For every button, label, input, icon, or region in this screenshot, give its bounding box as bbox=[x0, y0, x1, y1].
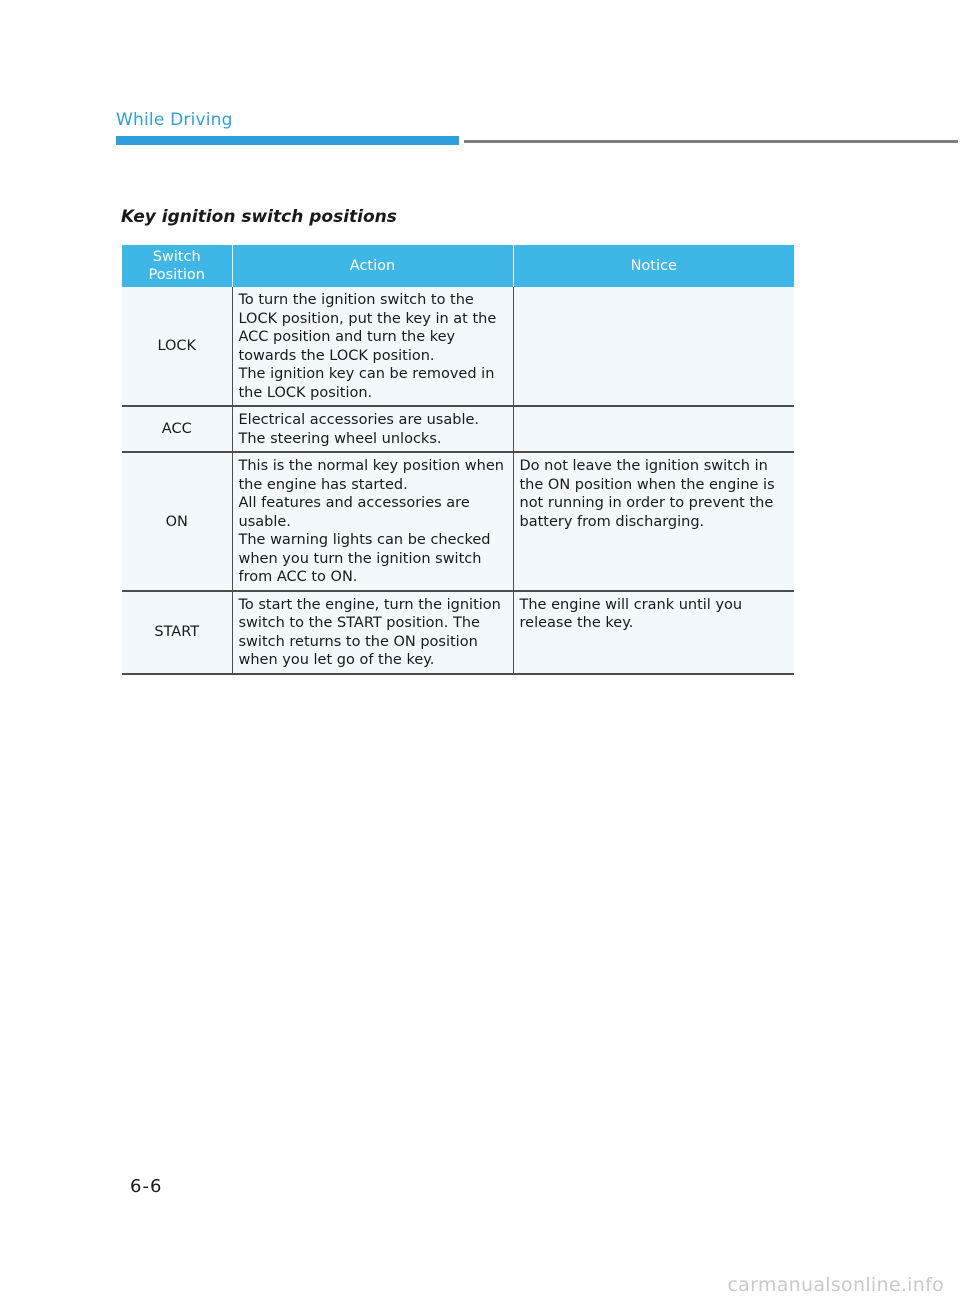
page-heading: Key ignition switch positions bbox=[121, 207, 397, 227]
row-action: To turn the ignition switch to the LOCK position, put the key in at the ACC position and turn the key towards the LOCK position. The ignition key can be removed in the LOCK position. bbox=[232, 287, 513, 406]
table-header-row bbox=[122, 245, 794, 287]
table-row bbox=[122, 591, 794, 674]
row-action: Electrical accessories are usable. The steering wheel unlocks. bbox=[232, 406, 513, 452]
header-notice bbox=[513, 245, 794, 287]
header-action-label: Action bbox=[349, 258, 396, 274]
row-notice: Do not leave the ignition switch in the ON position when the engine is not running in order to prevent the battery from discharging. bbox=[513, 452, 794, 591]
row-position: START bbox=[122, 591, 232, 674]
header-switch-position bbox=[122, 245, 232, 287]
row-notice bbox=[513, 287, 794, 406]
row-notice: The engine will crank until you release the key. bbox=[513, 591, 794, 674]
table-row bbox=[122, 452, 794, 591]
table-row bbox=[122, 406, 794, 452]
row-notice bbox=[513, 406, 794, 452]
row-position: ACC bbox=[122, 406, 232, 452]
table-row bbox=[122, 287, 794, 406]
watermark-text: carmanualsonline.info bbox=[727, 1274, 944, 1296]
header-action bbox=[232, 245, 513, 287]
row-position: ON bbox=[122, 452, 232, 591]
ignition-positions-table bbox=[122, 245, 794, 675]
header-switch-position-label: Switch Position bbox=[148, 249, 205, 283]
row-action: This is the normal key position when the engine has started. All features and accessories are usable. The warning lights can be checked when you turn the ignition switch from ACC to ON. bbox=[232, 452, 513, 591]
section-title: While Driving bbox=[116, 110, 233, 130]
header-rule-blue bbox=[116, 136, 459, 145]
header-notice-label: Notice bbox=[630, 258, 677, 274]
row-position: LOCK bbox=[122, 287, 232, 406]
header-rule-gray bbox=[464, 140, 958, 143]
page-number: 6-6 bbox=[130, 1176, 163, 1197]
row-action: To start the engine, turn the ignition switch to the START position. The switch returns to the ON position when you let go of the key. bbox=[232, 591, 513, 674]
